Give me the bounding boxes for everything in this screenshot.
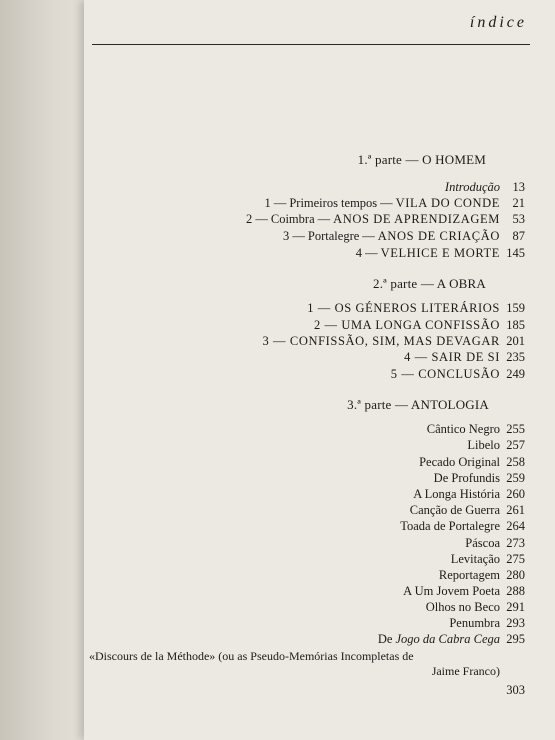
- toc-entry-page: 264: [506, 519, 525, 533]
- toc-entry-label: [264, 196, 500, 211]
- toc-entry-page: 258: [506, 455, 525, 469]
- toc-entry-label: Levitação: [450, 552, 500, 566]
- toc-entry-page: 303: [506, 683, 525, 697]
- toc-entry-page: 295: [506, 632, 525, 646]
- toc-entry-page: 201: [506, 334, 525, 348]
- toc-entry-page: 13: [512, 180, 525, 194]
- toc-entry-page: 249: [506, 367, 525, 381]
- entry-caps: ANOS DE CRIAÇÃO: [377, 229, 500, 243]
- toc-entry-label: Canção de Guerra: [409, 503, 500, 517]
- toc-entry-page: 259: [506, 471, 525, 485]
- entry-name: Coimbra: [270, 212, 315, 226]
- toc-entry-page: 280: [506, 568, 525, 582]
- toc-entry-label: 2 — UMA LONGA CONFISSÃO: [313, 318, 500, 332]
- part3-heading: 3.ª parte — ANTOLOGIA: [347, 397, 489, 412]
- toc-entry-label: Libelo: [467, 438, 500, 452]
- entry-name: Primeiros tempos: [289, 196, 378, 210]
- toc-entry-page: 261: [506, 503, 525, 517]
- entry-separator: —: [362, 229, 375, 243]
- toc-entry-page: 273: [506, 536, 525, 550]
- toc-entry-page: 293: [506, 616, 525, 630]
- toc-entry-label: [246, 212, 500, 227]
- toc-entry-page: 235: [506, 350, 525, 364]
- part1-heading: 1.ª parte — O HOMEM: [357, 152, 486, 167]
- entry-title-italic: Jogo da Cabra Cega: [395, 632, 500, 646]
- entry-number: 3 —: [283, 229, 305, 243]
- toc-entry-page: 185: [506, 318, 525, 332]
- entry-number: 2 —: [246, 212, 268, 226]
- toc-entry-label: Toada de Portalegre: [400, 519, 500, 533]
- entry-prefix: De: [377, 632, 393, 646]
- entry-name: Portalegre: [307, 229, 360, 243]
- toc-entry-label: «Discours de la Méthode» (ou as Pseudo-Memórias Incompletas de: [89, 649, 414, 663]
- toc-entry-label: Penumbra: [449, 616, 500, 630]
- entry-number: 1 —: [264, 196, 287, 210]
- toc-entry-page: 257: [506, 438, 525, 452]
- entry-separator: —: [380, 196, 393, 210]
- entry-caps: VELHICE E MORTE: [380, 246, 500, 260]
- toc-entry-label: Cântico Negro: [426, 422, 500, 436]
- toc-entry-label: [356, 246, 500, 261]
- toc-entry-page: 255: [506, 422, 525, 436]
- toc-entry-label: Pecado Original: [419, 455, 500, 469]
- entry-caps: ANOS DE APRENDIZAGEM: [333, 212, 500, 226]
- toc-entry-page: 159: [506, 301, 525, 315]
- toc-entry-label: Reportagem: [438, 568, 500, 582]
- toc-entry-page: 288: [506, 584, 525, 598]
- toc-entry-label: [283, 229, 500, 244]
- entry-caps: VILA DO CONDE: [395, 196, 500, 210]
- toc-entry-label: 1 — OS GÉNEROS LITERÁRIOS: [307, 301, 500, 315]
- page-header-title: índice: [469, 14, 527, 31]
- toc-entry-label: 3 — CONFISSÃO, SIM, MAS DEVAGAR: [262, 334, 500, 348]
- toc-entry-page: 53: [512, 212, 525, 226]
- toc-entry-label: 4 — SAIR DE SI: [404, 350, 500, 364]
- part2-heading: 2.ª parte — A OBRA: [373, 276, 486, 291]
- toc-entry-label: Páscoa: [465, 536, 500, 550]
- toc-entry-label: A Um Jovem Poeta: [403, 584, 500, 598]
- toc-entry-page: 260: [506, 487, 525, 501]
- toc-entry-page: 145: [506, 246, 525, 260]
- toc-entry-page: 21: [512, 196, 525, 210]
- toc-entry-label-continued: Jaime Franco): [431, 664, 500, 678]
- toc-entry-label: 5 — CONCLUSÃO: [390, 367, 500, 381]
- header-rule: [92, 44, 530, 45]
- toc-entry-label: Olhos no Beco: [425, 600, 500, 614]
- book-spine-edge: [0, 0, 96, 740]
- toc-entry-label: A Longa História: [413, 487, 500, 501]
- toc-entry-page: 275: [506, 552, 525, 566]
- toc-entry-page: 87: [512, 229, 525, 243]
- toc-entry-label: De Profundis: [433, 471, 500, 485]
- toc-entry-page: 291: [506, 600, 525, 614]
- entry-number: 4 —: [355, 246, 378, 260]
- toc-entry-label: Introdução: [444, 180, 500, 194]
- entry-separator: —: [317, 212, 331, 226]
- toc-entry-label: [378, 632, 500, 647]
